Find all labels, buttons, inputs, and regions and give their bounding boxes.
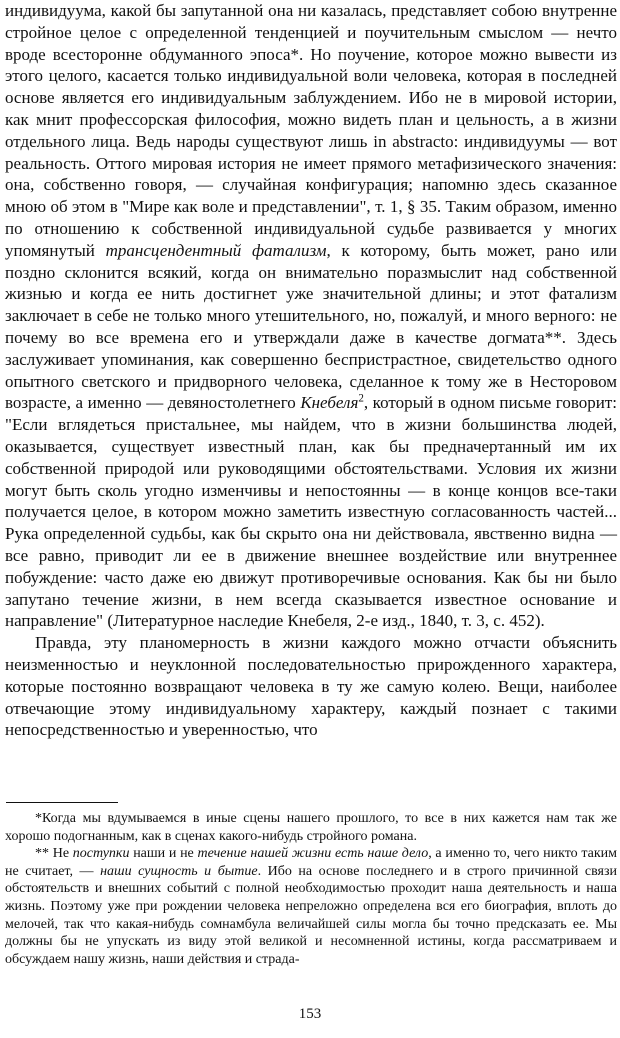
paragraph-1 — [5, 0, 617, 632]
italic-term: течение нашей жизни есть наше дело — [197, 846, 429, 862]
footnote-marker: ** — [544, 327, 562, 347]
text-run: Правда, эту планомерность в жизни каждого можно отчасти объяснить неизменностью и неуклонной последовательностью прирожденного характера, которые постоянно возвращают человека в ту же самую колею. Вещи, наиболее отвечающие этому индивидуальному характеру, каждый познает с такими непосредственностью и уверенностью, что — [5, 633, 617, 740]
text-run: , а именно то, чего никто таким не считает, — — [5, 846, 617, 879]
text-run: , к которому, быть может, рано или поздно склонится всякий, когда он внимательно поразмыслит над собственной жизнью и когда ее нить достигнет уже значительной длины; и этот фатализм заключает в себе не только много утешительного, но, пожалуй, и много верного: не почему во все времена его и утверждали даже в качестве догмата — [5, 240, 617, 347]
text-run: наши и не — [129, 846, 198, 862]
text-run: , который в одном письме говорит: "Если вглядеться пристальнее, мы найдем, что в жизни большинства людей, оказывается, существует известный план, как бы предначертанный им их собственной природой или руководящими обстоятельствами. Условия их жизни могут быть сколь угодно изменчивы и непостоянны — в конце концов все-таки получается целое, в котором можно заметить известную согласованность частей... Рука определенной судьбы, как бы скрыто она ни действовала, явственно видна — все равно, приводит ли ее в движение внешнее воздействие или внутреннее побуждение: часто даже ею движут противоречивые основания. Как бы ни было запутано течение жизни, в нем всегда сказывается известное основание и направление" (Литературное наследие Кнебеля, 2-е изд., 1840, т. 3, с. 452). — [5, 393, 617, 631]
footnote-marker: * — [290, 44, 300, 64]
footnote-2 — [5, 845, 617, 968]
text-run: ** Не — [35, 846, 73, 862]
text-run: . Здесь заслуживает упоминания, как совершенно беспристрастное, свидетельство одного опытного светского и придворного человека, сделанное к тому же в Несторовом возрасте, а именно — девяностолетнего — [5, 327, 617, 413]
italic-name: Кнебеля — [300, 393, 359, 413]
italic-term: трансцендентный фатализм — [105, 240, 327, 260]
paragraph-2 — [5, 632, 617, 741]
footnotes — [5, 810, 617, 968]
endnote-marker: 2 — [358, 392, 364, 405]
text-run: . Но поучение, которое можно вывести из этого целого, касается только индивидуальной воли человека, которая в последней основе является его индивидуальным заблуждением. Ибо не в мировой истории, как мнит профессорская философия, можно видеть план и цельность, а в жизни отдельного лица. Ведь народы существуют лишь in abstracto: индивидуумы — вот реальность. Оттого мировая история не имеет прямого метафизического значения: она, собственно говоря, — случайная конфигурация; напомню здесь сказанное мною об этом в "Мире как воле и представлении", т. 1, § 35. Таким образом, именно по отношению к собственной индивидуальной судьбе развивается у многих упомянутый — [5, 44, 617, 260]
italic-term: поступки — [72, 846, 130, 862]
footnote-1 — [5, 810, 617, 845]
italic-term: наши сущность и бытие — [100, 863, 258, 879]
page-number: 153 — [298, 1006, 322, 1022]
text-run: индивидуума, какой бы запутанной она ни казалась, представляет собою внутренне стройное целое с определенной тенденцией и поучительным смыслом — нечто вроде всесторонне обдуманного эпоса — [5, 1, 617, 64]
main-text — [5, 0, 617, 741]
text-run: . Ибо на основе последнего и в строго причинной связи обстоятельств и внешних событий с полной необходимостью проходит наша деятельность и наша жизнь. Поэтому уже при рождении человека непреложно определена вся его биография, вплоть до мелочей, так что какая-нибудь сомнамбула величайшей силы могла бы точно предсказать ее. Мы должны бы не упускать из виду этой великой и несомненной истины, когда рассматриваем и обсуждаем нашу жизнь, наши действия и страда- — [5, 863, 618, 967]
footnote-divider — [6, 802, 118, 803]
text-run: *Когда мы вдумываемся в иные сцены нашего прошлого, то все в них кажется нам так же хорошо подогнанным, как в сценах какого-нибудь стройного романа. — [5, 811, 617, 844]
